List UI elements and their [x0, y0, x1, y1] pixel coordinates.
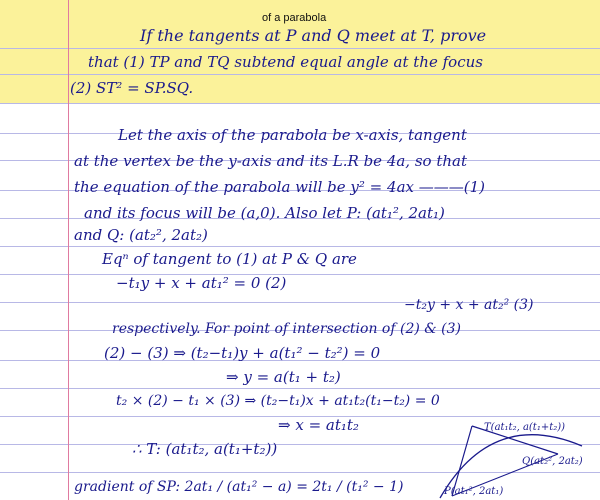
diagram-label-q: Q(at₂², 2at₂) — [522, 456, 583, 467]
diagram-label-p: P(at₁², 2at₁) — [444, 486, 504, 497]
solution-line-3: the equation of the parabola will be y² = 4ax ———(1) — [74, 178, 485, 196]
ruled-line — [0, 274, 600, 275]
tangent-equation-2: −t₁y + x + at₁² = 0 (2) — [116, 274, 287, 292]
diagram-label-t: T(at₁t₂, a(t₁+t₂)) — [484, 422, 566, 433]
solution-line-5: and Q: (at₂², 2at₂) — [74, 226, 208, 244]
y-result: ⇒ y = a(t₁ + t₂) — [226, 368, 341, 386]
ruled-line — [0, 74, 600, 75]
solution-line-6: Eqⁿ of tangent to (1) at P & Q are — [102, 250, 357, 268]
typed-annotation: of a parabola — [262, 12, 327, 24]
point-t-result: ∴ T: (at₁t₂, a(t₁+t₂)) — [132, 440, 278, 458]
subtraction-step: (2) − (3) ⇒ (t₂−t₁)y + a(t₁² − t₂²) = 0 — [104, 344, 381, 362]
ruled-line — [0, 103, 600, 104]
parabola-sketch — [432, 418, 600, 500]
solution-line-8: respectively. For point of intersection of (2) & (3) — [112, 321, 462, 337]
ruled-line — [0, 246, 600, 247]
problem-line-3: (2) ST² = SP.SQ. — [70, 79, 194, 97]
gradient-sp-line: gradient of SP: 2at₁ / (at₁² − a) = 2t₁ / (t₁² − 1) — [74, 479, 404, 495]
ruled-line — [0, 388, 600, 389]
solution-line-1: Let the axis of the parabola be x-axis, tangent — [118, 126, 467, 144]
ruled-line — [0, 48, 600, 49]
margin-line — [68, 0, 69, 500]
elimination-step: t₂ × (2) − t₁ × (3) ⇒ (t₂−t₁)x + at₁t₂(t₁−t₂) = 0 — [116, 393, 440, 409]
problem-line-2: that (1) TP and TQ subtend equal angle at the focus — [88, 53, 483, 71]
problem-line-1: If the tangents at P and Q meet at T, prove — [140, 26, 487, 45]
solution-line-2: at the vertex be the y-axis and its L.R be 4a, so that — [74, 152, 467, 170]
x-result: ⇒ x = at₁t₂ — [278, 416, 359, 434]
tangent-equation-3: −t₂y + x + at₂² (3) — [404, 297, 534, 313]
solution-line-4: and its focus will be (a,0). Also let P: (at₁², 2at₁) — [84, 204, 445, 222]
